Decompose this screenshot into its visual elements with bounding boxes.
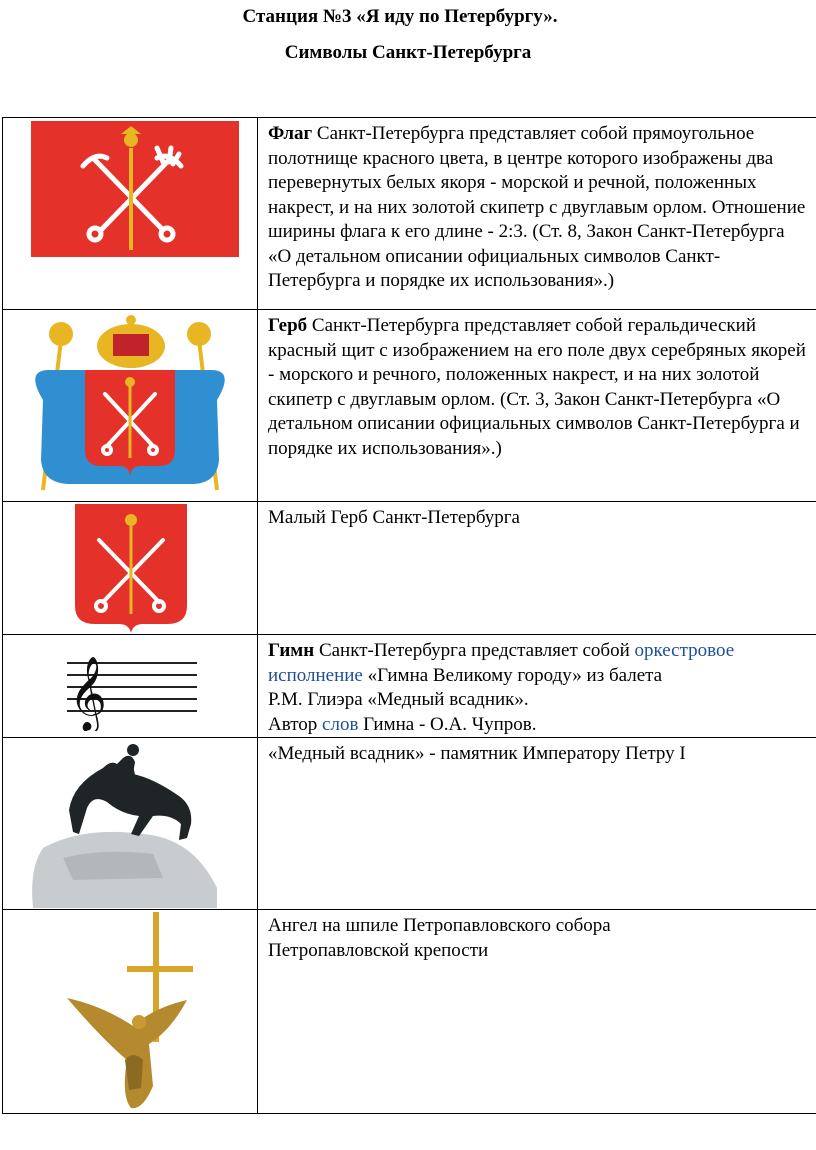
- orchestral-link[interactable]: оркестровое исполнение: [268, 640, 735, 686]
- flag-cell: [3, 118, 258, 310]
- bronze-horseman-cell: [3, 738, 258, 910]
- coat-of-arms-cell: [3, 310, 258, 502]
- table-row: [3, 502, 816, 635]
- angel-description: [258, 910, 816, 1114]
- anthem-description: [258, 635, 816, 738]
- lesser-arms-description: [258, 502, 816, 635]
- angel-line2: Петропавловской крепости: [268, 939, 489, 961]
- treble-clef-icon: [3, 635, 257, 731]
- table-row: [3, 738, 816, 910]
- flag-icon: [3, 118, 257, 308]
- anthem-line2: Р.М. Глиэра «Медный всадник».: [268, 689, 529, 710]
- lesser-coat-of-arms-icon: [3, 502, 257, 633]
- anthem-author-prefix: Автор: [268, 713, 323, 735]
- coat-of-arms-description: [258, 310, 816, 502]
- coat-of-arms-label: Герб: [268, 315, 308, 336]
- anthem-text: Санкт-Петербурга представляет собой: [314, 640, 635, 661]
- flag-label: Флаг: [268, 123, 313, 144]
- angel-cell: [3, 910, 258, 1114]
- page-title: Станция №3 «Я иду по Петербургу».: [242, 6, 558, 27]
- lyrics-link[interactable]: слов: [322, 713, 359, 735]
- angel-on-spire-icon: [3, 910, 257, 1112]
- table-row: [3, 910, 816, 1114]
- symbols-table: [2, 117, 816, 1114]
- bronze-horseman-description: [258, 738, 816, 910]
- anthem-text-cont: «Гимна Великому городу» из балета: [362, 664, 663, 686]
- page-subtitle: Символы Санкт-Петербурга: [284, 42, 532, 63]
- anthem-author: Гимна - О.А. Чупров.: [358, 713, 537, 735]
- svg-text:𝄞: 𝄞: [69, 657, 107, 731]
- bronze-horseman-icon: [3, 738, 257, 908]
- angel-line1: Ангел на шпиле Петропавловского собора: [268, 915, 611, 936]
- anthem-cell: [3, 635, 258, 738]
- flag-text: Санкт-Петербурга представляет собой прямоугольное полотнище красного цвета, в центре которого изображены два перевернутых белых якоря - морской и речной, положенных накрест, и на них золотой скипетр с двуглавым орлом. Отношение ширины флага к его длине - 2:3. (Ст. 8, Закон Санкт-Петербурга «О детальном описании официальных символов Санкт-Петербурга и порядке их использования».): [268, 123, 806, 291]
- bronze-horseman-text: «Медный всадник» - памятник Императору Петру I: [268, 743, 686, 764]
- flag-description: [258, 118, 816, 310]
- table-row: [3, 310, 816, 502]
- lesser-arms-text: Малый Герб Санкт-Петербурга: [268, 507, 520, 528]
- table-row: [3, 635, 816, 738]
- table-row: [3, 118, 816, 310]
- coat-of-arms-icon: [3, 310, 257, 500]
- coat-of-arms-text: Санкт-Петербурга представляет собой геральдический красный щит с изображением на его поле двух серебряных якорей - морского и речного, положенных накрест, и на них золотой скипетр с двуглавым орлом. (Ст. 3, Закон Санкт-Петербурга «О детальном описании официальных символов Санкт-Петербурга и порядке их использования».): [268, 315, 806, 459]
- lesser-arms-cell: [3, 502, 258, 635]
- anthem-label: Гимн: [268, 640, 315, 661]
